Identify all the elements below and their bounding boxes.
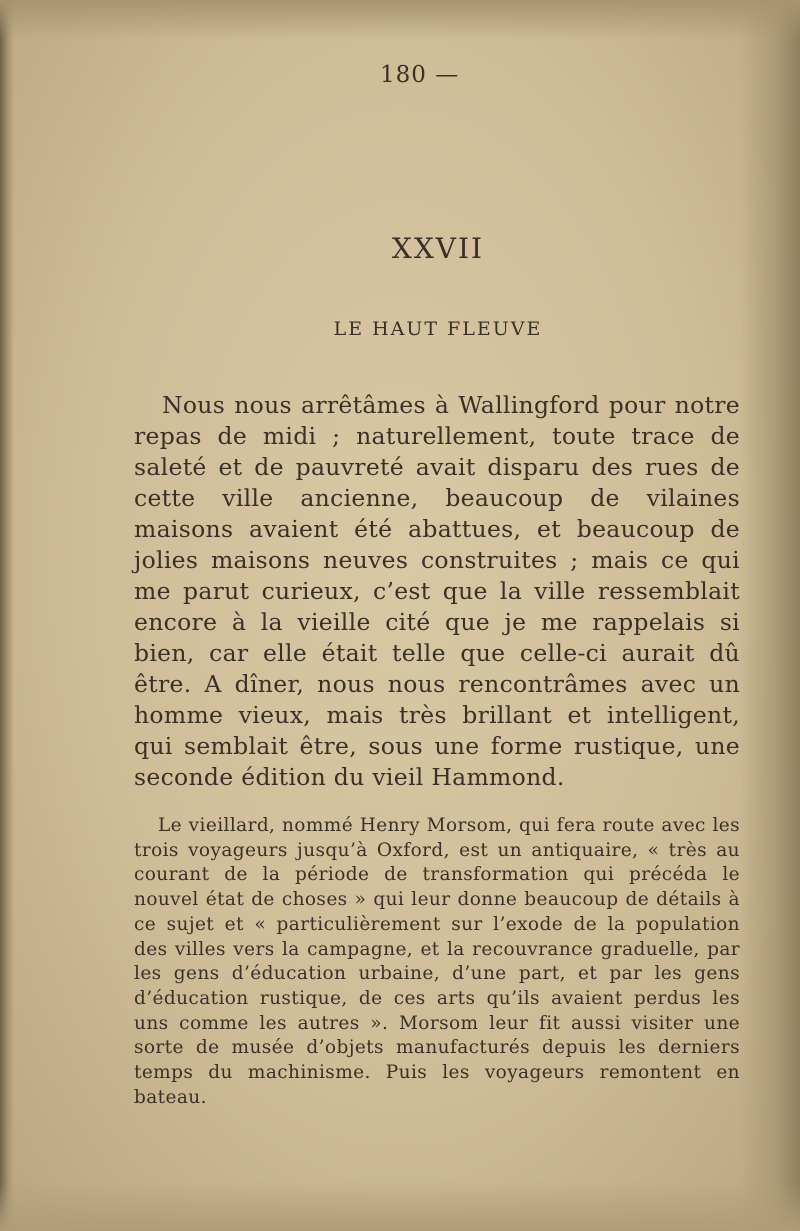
page-edge-bottom [0, 1181, 800, 1231]
main-paragraph: Nous nous arrêtâmes à Wallingford pour notre repas de midi ; naturellement, toute trace de saleté et de pauvreté avait disparu des rues de cette ville ancienne, beaucoup de vilaines maisons avaient été abattues, et beaucoup de jolies maisons neuves construites ; mais ce qui me parut curieux, c’est que la ville ressemblait encore à la vieille cité que je me rappelais si bien, car elle était telle que celle-ci aurait dû être. A dîner, nous nous rencontrâmes avec un homme vieux, mais très brillant et intelligent, qui semblait être, sous une forme rustique, une seconde édition du vieil Hammond. [134, 391, 740, 791]
summary-paragraph: Le vieillard, nommé Henry Morsom, qui fera route avec les trois voyageurs jusqu’à Oxford, est un antiquaire, « très au courant de la période de transformation qui précéda le nouvel état de choses » qui leur donne beaucoup de détails à ce sujet et « particulièrement sur l’exode de la population des villes vers la campagne, et la recouvrance graduelle, par les gens d’éducation urbaine, d’une part, et par les gens d’éducation rustique, de ces arts qu’ils avaient perdus les uns comme les autres ». Morsom leur fit aussi visiter une sorte de musée d’objets manufacturés depuis les derniers temps du machinisme. Puis les voyageurs remontent en bateau. [134, 815, 740, 1108]
page-edge-left [0, 0, 14, 1231]
chapter-title: LE HAUT FLEUVE [333, 318, 543, 340]
page-edge-right [740, 0, 800, 1231]
page-number: 180 — [380, 62, 460, 88]
page-edge-top [0, 0, 800, 40]
chapter-number: XXVII [391, 232, 485, 265]
